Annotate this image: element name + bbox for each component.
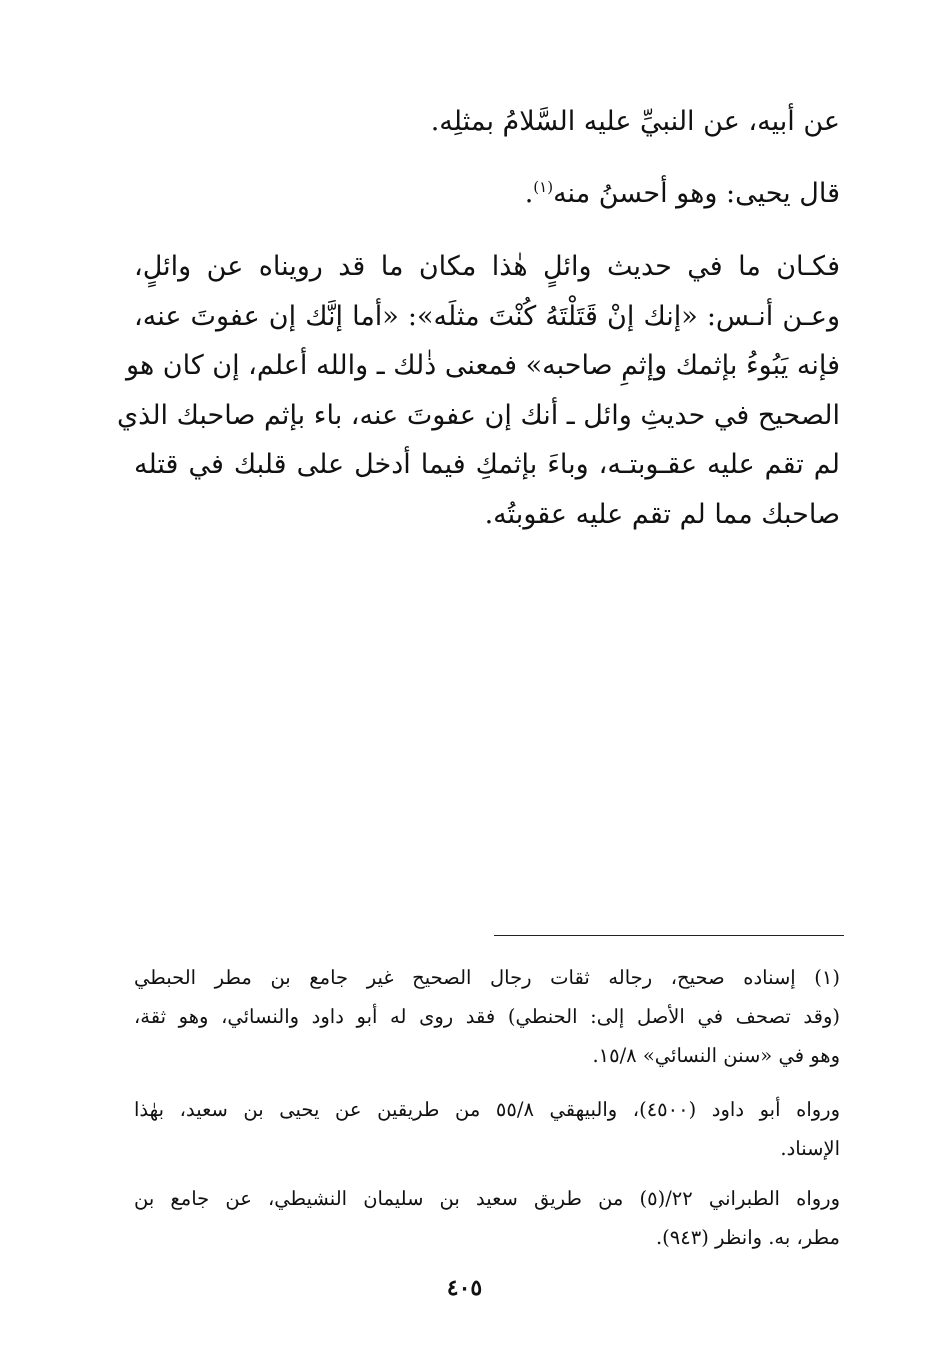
footnote-ref-1: (١)	[533, 178, 554, 196]
footnote-line: وهو في «سنن النسائي» ١٥/٨.	[592, 1044, 840, 1067]
text-line-2-end: .	[524, 178, 534, 209]
footnote-2	[134, 1090, 840, 1168]
main-paragraph	[117, 242, 840, 540]
footnote-line: (١) إسناده صحيح، رجاله ثقات رجال الصحيح غير جامع بن مطر الحبطي	[134, 966, 840, 989]
paragraph-line: فكـان ما في حديث وائلٍ هٰذا مكان ما قد رويناه عن وائلٍ،	[134, 251, 840, 282]
footnote-3	[134, 1179, 840, 1257]
footnote-separator	[494, 935, 844, 936]
footnote-line: ورواه الطبراني ٢٢/(٥) من طريق سعيد بن سليمان النشيطي، عن جامع بن	[134, 1187, 840, 1210]
footnote-line: (وقد تصحف في الأصل إلى: الحنطي) فقد روى له أبو داود والنسائي، وهو ثقة،	[134, 1005, 840, 1028]
text-line-1: عن أبيه، عن النبيِّ عليه السَّلامُ بمثلِه.	[430, 106, 840, 137]
text-line-2-body: قال يحيى: وهو أحسنُ منه	[553, 178, 840, 209]
footnote-line: ورواه أبو داود (٤٥٠٠)، والبيهقي ٥٥/٨ من طريقين عن يحيى بن سعيد، بهٰذا	[134, 1098, 841, 1121]
footnote-1	[134, 958, 840, 1075]
footnote-line: مطر، به. وانظر (٩٤٣).	[655, 1226, 840, 1249]
page-number: ٤٠٥	[446, 1275, 483, 1301]
paragraph-line: وعـن أنـس: «إنك إنْ قَتَلْتَهُ كُنْتَ مثلَه»: «أما إنَّك إن عفوتَ عنه،	[134, 300, 840, 332]
paragraph-line: فإنه يَبُوءُ بإثمك وإثمِ صاحبه» فمعنى ذٰلك ـ والله أعلم، إن كان هو	[126, 350, 840, 382]
text-line-2	[525, 169, 840, 219]
paragraph-line: صاحبك مما لم تقم عليه عقوبتُه.	[484, 498, 840, 530]
paragraph-line: الصحيح في حديثِ وائل ـ أنك إن عفوتَ عنه، باء بإثم صاحبك الذي	[117, 399, 840, 431]
paragraph-line: لم تقم عليه عقـوبتـه، وباءَ بإثمكِ فيما أدخل على قلبك في قتله	[134, 449, 840, 481]
footnote-line: الإسناد.	[780, 1137, 840, 1160]
